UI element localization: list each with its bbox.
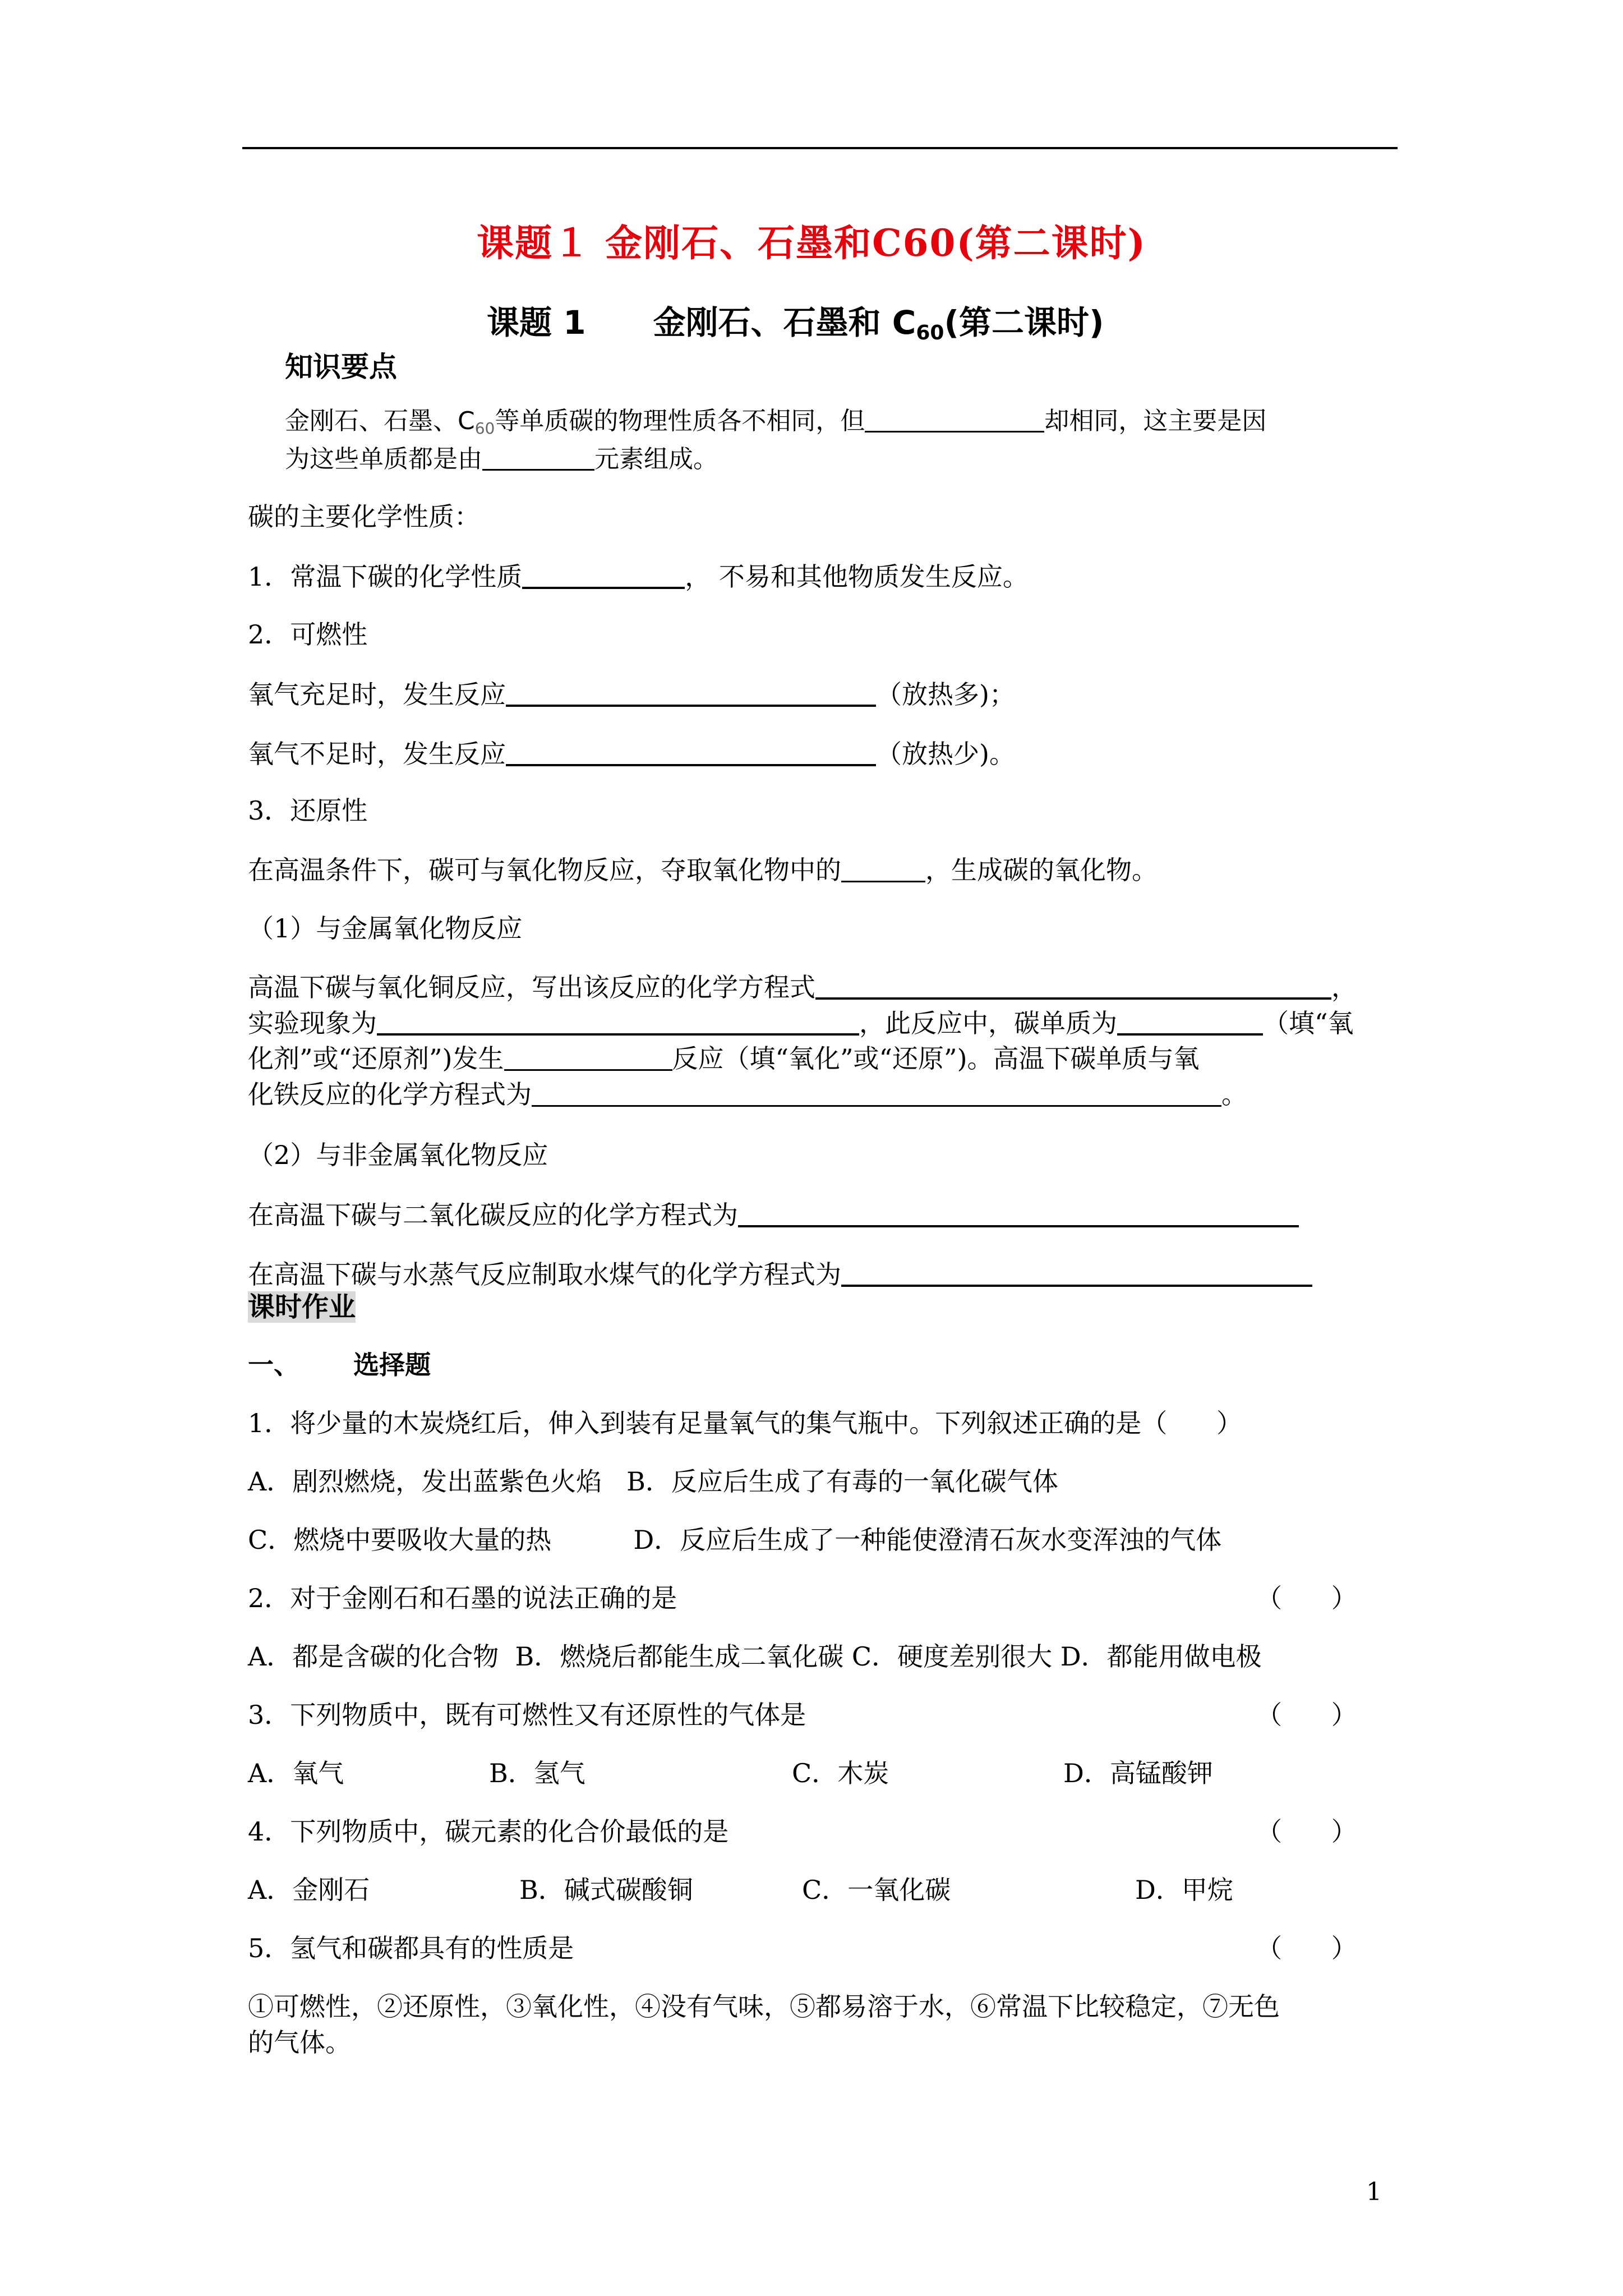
- knowledge-text: 为这些单质都是由: [285, 445, 482, 473]
- chem-p3-2: （2）与非金属氧化物反应: [248, 1140, 548, 1170]
- question-4-option-a: A．金刚石: [248, 1875, 370, 1905]
- chem-text: （填“氧: [1263, 1008, 1354, 1038]
- chem-p2-a: [248, 679, 1015, 710]
- chem-text: 反应（填“氧化”或“还原”)。高温下碳单质与氧: [672, 1043, 1200, 1074]
- knowledge-text: 却相同，这主要是因: [1044, 407, 1267, 435]
- answer-paren[interactable]: （ ）: [1256, 1933, 1357, 1963]
- question-3-option-b: B．氢气: [489, 1758, 585, 1788]
- fill-blank[interactable]: [506, 739, 876, 766]
- chem-text: 在高温下碳与水蒸气反应制取水煤气的化学方程式为: [248, 1259, 841, 1290]
- chem-p2-b: [248, 739, 1015, 767]
- fill-blank[interactable]: [482, 444, 594, 471]
- knowledge-heading: 知识要点: [285, 351, 397, 383]
- knowledge-sub: 60: [474, 419, 495, 438]
- question-5-line-1: ①可燃性，②还原性，③氧化性，④没有气味，⑤都易溶于水，⑥常温下比较稳定，⑦无色: [248, 1991, 1280, 2022]
- question-3-option-a: A．氧气: [248, 1758, 344, 1788]
- chem-p3-2-b: [248, 1259, 1312, 1290]
- question-4-option-c: C．一氧化碳: [802, 1875, 951, 1905]
- page-subtitle: [487, 296, 1104, 344]
- knowledge-line-1: [285, 401, 1266, 438]
- header-rule: [242, 147, 1398, 149]
- chem-text: ，: [1331, 972, 1357, 1002]
- answer-paren[interactable]: （ ）: [1256, 1583, 1357, 1613]
- fill-blank[interactable]: [865, 406, 1044, 432]
- question-3-option-d: D．高锰酸钾: [1063, 1758, 1213, 1788]
- answer-paren[interactable]: （ ）: [1256, 1700, 1357, 1730]
- fill-blank[interactable]: [1117, 1009, 1263, 1036]
- chem-text: ，此反应中，碳单质为: [859, 1008, 1117, 1038]
- page-title: 课题１ 金刚石、石墨和C60(第二课时): [477, 221, 1146, 265]
- fill-blank[interactable]: [815, 973, 1331, 1000]
- subtitle-sub: 60: [916, 321, 944, 344]
- question-5-line-2: 的气体。: [248, 2027, 351, 2058]
- subtitle-prefix: 课题 1: [487, 303, 586, 342]
- question-1: 1．将少量的木炭烧红后，伸入到装有足量氧气的集气瓶中。下列叙述正确的是（ ）: [248, 1408, 1242, 1438]
- chem-text: 氧气充足时，发生反应: [248, 679, 506, 710]
- fill-blank[interactable]: [738, 1200, 1299, 1227]
- fill-blank[interactable]: [841, 856, 925, 882]
- chem-p2: 2．可燃性: [248, 619, 368, 650]
- chem-p3-a: [248, 856, 1158, 883]
- chem-text: 化剂”或“还原剂”)发生: [248, 1043, 504, 1074]
- chem-p3-1-line1: [248, 973, 1357, 1000]
- chem-p3-1: （1）与金属氧化物反应: [248, 913, 523, 944]
- chem-p1: [248, 562, 1029, 590]
- chem-text: 实验现象为: [248, 1008, 377, 1038]
- question-4-option-b: B．碱式碳酸铜: [519, 1875, 693, 1905]
- chem-text: 。: [1221, 1079, 1247, 1110]
- question-3: 3．下列物质中，既有可燃性又有还原性的气体是: [248, 1700, 806, 1730]
- fill-blank[interactable]: [504, 1045, 672, 1071]
- chem-text: 高温下碳与氧化铜反应，写出该反应的化学方程式: [248, 972, 815, 1002]
- chem-text: （放热多)；: [876, 679, 1015, 710]
- question-4-option-d: D．甲烷: [1135, 1875, 1233, 1905]
- fill-blank[interactable]: [506, 680, 876, 707]
- subtitle-text: 金刚石、石墨和 C: [653, 303, 916, 342]
- question-2: 2．对于金刚石和石墨的说法正确的是: [248, 1583, 677, 1613]
- chem-p3-2-a: [248, 1200, 1299, 1228]
- question-5: 5．氢气和碳都具有的性质是: [248, 1933, 574, 1963]
- question-1-options-ab: A．剧烈燃烧，发出蓝紫色火焰 B．反应后生成了有毒的一氧化碳气体: [248, 1466, 1058, 1497]
- chem-text: （放热少)。: [876, 739, 1015, 769]
- fill-blank[interactable]: [377, 1009, 859, 1036]
- chem-intro: 碳的主要化学性质：: [248, 501, 480, 532]
- page-number: 1: [1366, 2178, 1382, 2206]
- subtitle-suffix: (第二课时): [944, 303, 1104, 342]
- homework-heading-text: 课时作业: [248, 1291, 356, 1323]
- chem-p3: 3．还原性: [248, 795, 368, 826]
- question-2-options: A．都是含碳的化合物 B．燃烧后都能生成二氧化碳 C．硬度差别很大 D．都能用做电极: [248, 1641, 1262, 1672]
- chem-text: 1．常温下碳的化学性质: [248, 562, 523, 592]
- knowledge-text: 元素组成。: [594, 445, 718, 473]
- chem-text: 在高温下碳与二氧化碳反应的化学方程式为: [248, 1200, 738, 1230]
- homework-heading: [248, 1291, 356, 1323]
- question-3-option-c: C．木炭: [792, 1758, 889, 1788]
- chem-text: 氧气不足时，发生反应: [248, 739, 506, 769]
- answer-paren[interactable]: （ ）: [1256, 1816, 1357, 1847]
- section-heading: 一、 选择题: [248, 1350, 431, 1380]
- chem-text: ， 不易和其他物质发生反应。: [685, 562, 1029, 592]
- chem-p3-1-line2: [248, 1009, 1354, 1036]
- fill-blank[interactable]: [522, 562, 685, 589]
- knowledge-text: 金刚石、石墨、C: [285, 407, 475, 435]
- chem-text: 化铁反应的化学方程式为: [248, 1079, 532, 1110]
- knowledge-text: 等单质碳的物理性质各不相同，但: [495, 407, 865, 435]
- fill-blank[interactable]: [841, 1260, 1312, 1287]
- chem-p3-1-line4: [248, 1079, 1247, 1110]
- fill-blank[interactable]: [532, 1080, 1221, 1107]
- question-1-options-cd: C．燃烧中要吸收大量的热 D．反应后生成了一种能使澄清石灰水变浑浊的气体: [248, 1525, 1222, 1555]
- chem-text: 在高温条件下，碳可与氧化物反应，夺取氧化物中的: [248, 855, 841, 885]
- question-4: 4．下列物质中，碳元素的化合价最低的是: [248, 1816, 729, 1847]
- chem-p3-1-line3: [248, 1043, 1200, 1074]
- knowledge-line-2: [285, 439, 718, 475]
- chem-text: ，生成碳的氧化物。: [925, 855, 1158, 885]
